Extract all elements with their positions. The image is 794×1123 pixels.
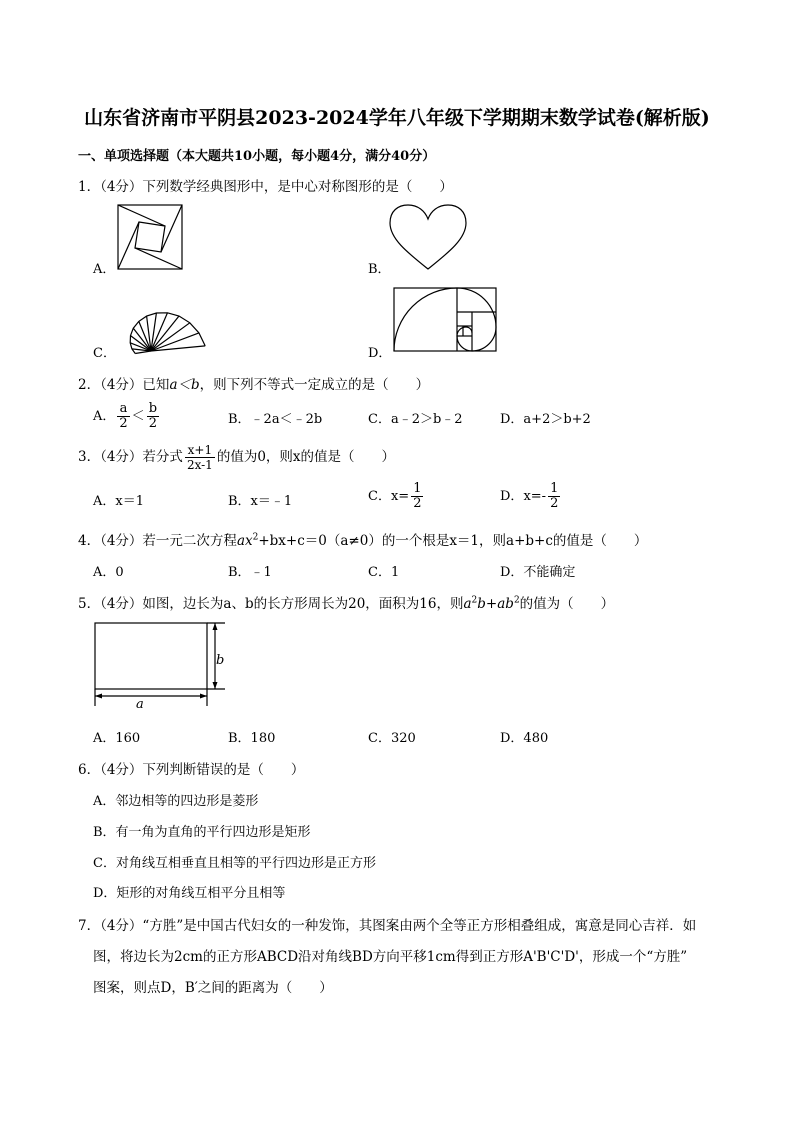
q1-figure-d-golden-spiral <box>393 287 498 353</box>
q4-option-b: B．﹣1 <box>228 565 272 580</box>
q2-option-c: C．a﹣2＞b﹣2 <box>368 412 463 427</box>
q3-option-b: B．x＝﹣1 <box>228 494 293 509</box>
question-3-stem: 3．（4分）若分式 $\frac{x+1}{2x-1}$ 的值为0，则x的值是（ ） <box>78 443 396 472</box>
q3-option-d: D．x=- $\frac{1}{2}$ <box>500 481 559 511</box>
section-heading: 一、单项选择题（本大题共10小题，每小题4分，满分40分） <box>78 149 436 164</box>
q3-option-c: C．x= $\frac{1}{2}$ <box>368 481 422 511</box>
q1-option-c-label: C． <box>93 346 116 361</box>
q4-option-c: C．1 <box>368 565 400 580</box>
q2-option-a: A． $\frac{a}{2}$ ＜ $\frac{b}{2}$ <box>93 401 158 431</box>
q4-option-d: D．不能确定 <box>500 565 576 580</box>
question-1-stem: 1．（4分）下列数学经典图形中，是中心对称图形的是（ ） <box>78 179 453 195</box>
q4-option-a: A．0 <box>93 565 124 580</box>
q5-option-a: A．160 <box>93 731 141 746</box>
q5-option-b: B．180 <box>228 731 276 746</box>
q1-figure-c-fan-spiral <box>115 285 205 355</box>
q6-option-b: B．有一角为直角的平行四边形是矩形 <box>93 825 311 840</box>
question-2-stem: 2．（4分）已知a＜b，则下列不等式一定成立的是（ ） <box>78 377 430 393</box>
q6-option-d: D．矩形的对角线互相平分且相等 <box>93 886 286 901</box>
q1-option-a-label: A． <box>93 262 116 277</box>
q5-label-a: a <box>136 697 144 712</box>
q5-option-d: D．480 <box>500 731 549 746</box>
q1-option-b-label: B． <box>368 262 391 277</box>
question-5-stem: 5．（4分）如图，边长为a、b的长方形周长为20，面积为16，则$a^2b+ab^2$的值为（ ） <box>78 595 615 612</box>
question-7-line-3: 图案，则点D，B′之间的距离为（ ） <box>93 980 333 996</box>
q2-option-b: B．﹣2a＜﹣2b <box>228 412 323 427</box>
q1-figure-b-heart <box>388 203 468 271</box>
page-title: 山东省济南市平阴县2023-2024学年八年级下学期期末数学试卷(解析版) <box>84 107 710 129</box>
q6-option-a: A．邻边相等的四边形是菱形 <box>93 794 259 809</box>
q3-option-a: A．x＝1 <box>93 494 144 509</box>
q2-option-d: D．a+2＞b+2 <box>500 412 591 427</box>
q1-figure-a-pinwheel <box>117 204 183 270</box>
q5-rectangle-figure <box>93 620 233 715</box>
question-4-stem: 4．（4分）若一元二次方程$ax^2+bx+c=0(a\ne 0)$的一个根是x＝1，则a+b+c的值是（ ） <box>78 532 648 549</box>
q6-option-c: C．对角线互相垂直且相等的平行四边形是正方形 <box>93 856 376 871</box>
q5-option-c: C．320 <box>368 731 416 746</box>
q1-option-d-label: D． <box>368 346 392 361</box>
q5-label-b: b <box>216 653 225 668</box>
question-7-line-2: 图，将边长为2cm的正方形ABCD沿对角线BD方向平移1cm得到正方形A'B'C'D'，形成一个“方胜” <box>93 949 688 965</box>
question-7-line-1: 7．（4分）“方胜”是中国古代妇女的一种发饰，其图案由两个全等正方形相叠组成，寓意是同心吉祥．如 <box>78 918 697 934</box>
question-6-stem: 6．（4分）下列判断错误的是（ ） <box>78 762 305 778</box>
